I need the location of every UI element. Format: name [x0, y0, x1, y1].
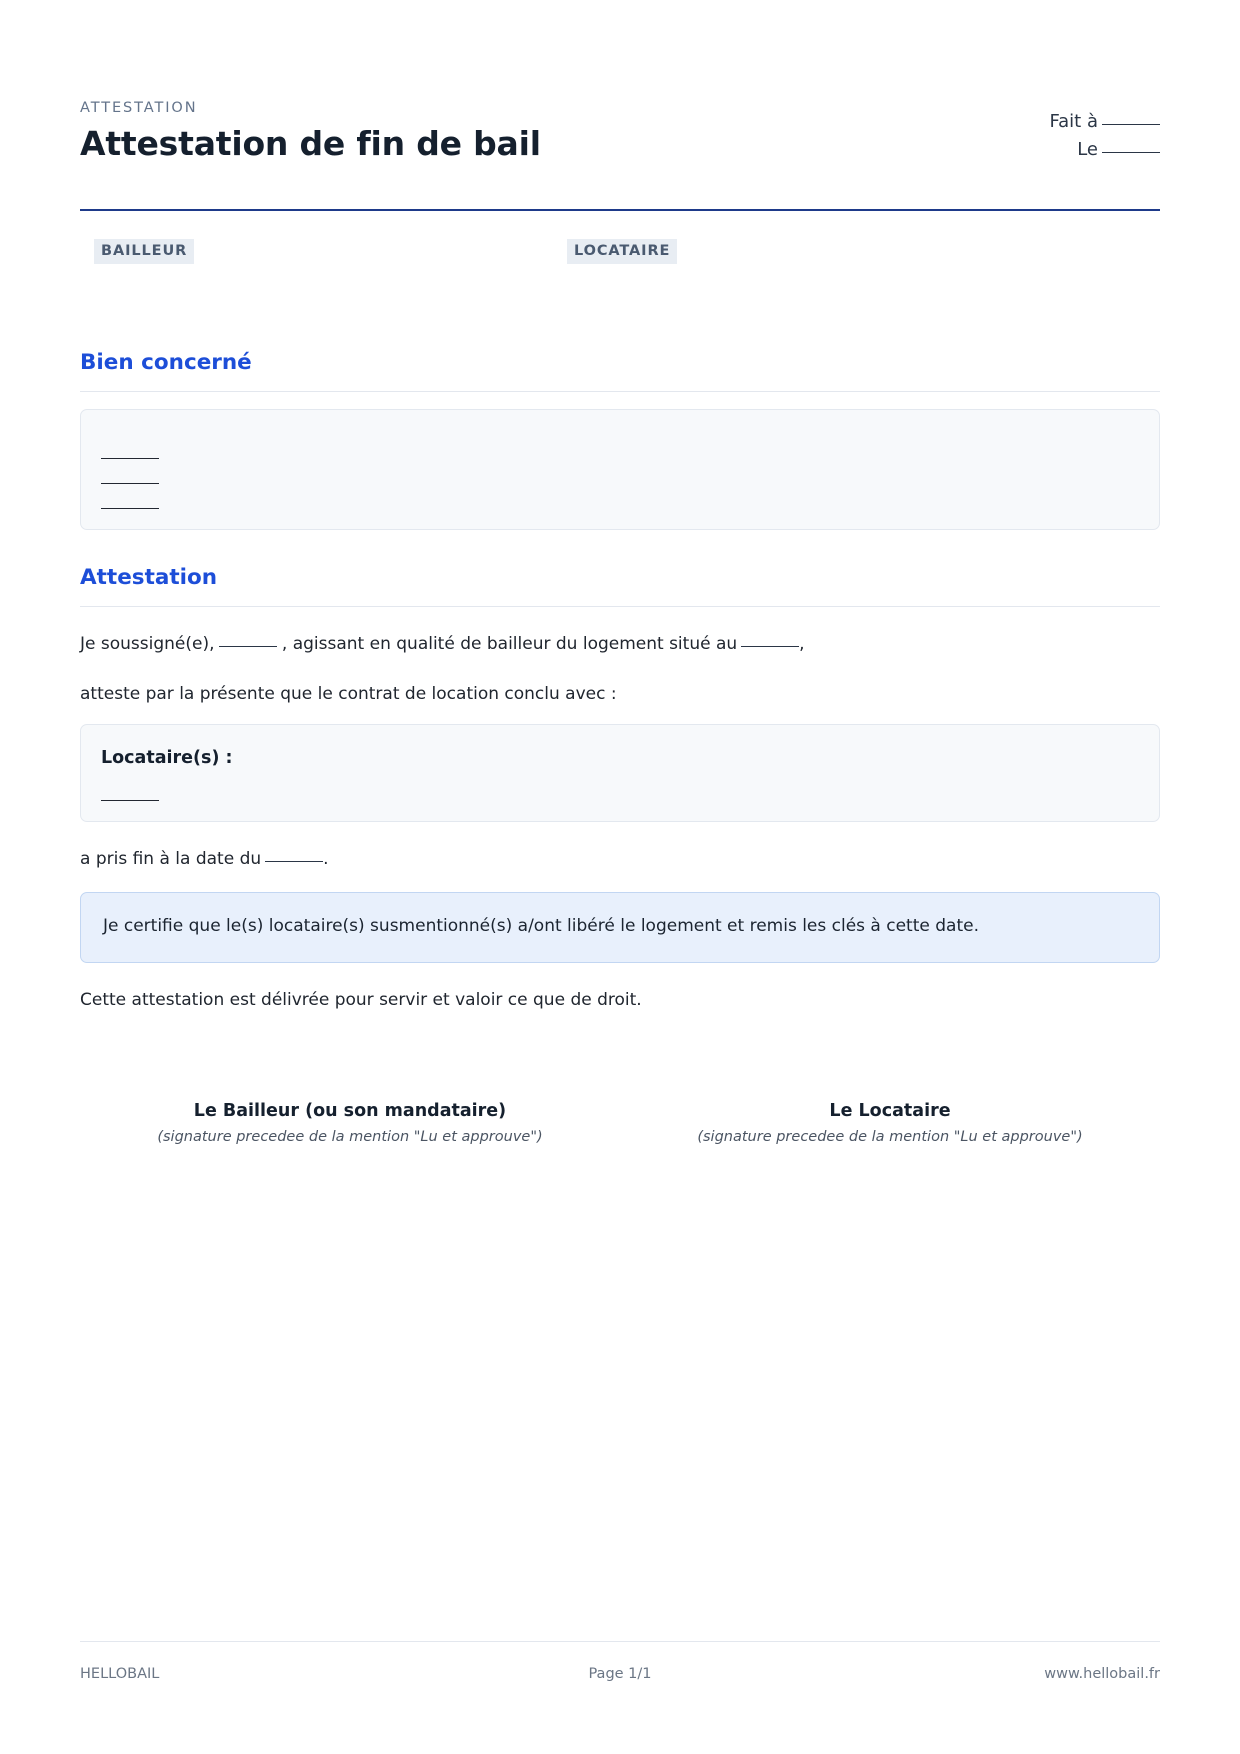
paragraph-contrat: atteste par la présente que le contrat de location conclu avec : — [80, 683, 617, 704]
date-field — [1049, 136, 1160, 164]
header-title-block — [80, 100, 541, 165]
soussigne-text-part3: , — [799, 633, 805, 654]
signature-block-locataire — [620, 1100, 1160, 1148]
place-label: Fait à — [1049, 111, 1098, 132]
signature-title-locataire: Le Locataire — [829, 1100, 951, 1121]
signature-note-bailleur: (signature precedee de la mention "Lu et approuve") — [157, 1129, 543, 1146]
badge-bailleur: BAILLEUR — [94, 239, 194, 264]
parties-row — [80, 239, 1160, 349]
soussigne-text-part2: , agissant en qualité de bailleur du logement situé au — [281, 633, 738, 654]
header-divider — [80, 209, 1160, 211]
certification-callout — [80, 892, 1160, 963]
document-footer — [80, 1666, 1160, 1682]
signature-note-locataire: (signature precedee de la mention "Lu et approuve") — [697, 1129, 1083, 1146]
paragraph-closing: Cette attestation est délivrée pour servir et valoir ce que de droit. — [80, 990, 642, 1011]
page-title: Attestation de fin de bail — [80, 124, 541, 164]
document-kicker: ATTESTATION — [80, 100, 198, 116]
paragraph-soussigne — [80, 631, 1160, 657]
soussigne-address-blank[interactable] — [741, 646, 799, 647]
date-blank-line[interactable] — [1102, 152, 1160, 153]
footer-divider — [80, 1641, 1160, 1642]
date-label: Le — [1077, 138, 1098, 160]
signature-row — [80, 1100, 1160, 1148]
date-fin-text-part1: a pris fin à la date du — [80, 848, 262, 869]
soussigne-text-part1: Je soussigné(e), — [80, 633, 215, 654]
tenant-blank-line-1[interactable] — [101, 800, 159, 801]
footer-website: www.hellobail.fr — [1044, 1666, 1160, 1682]
section-divider-bien-concerne — [80, 391, 1160, 392]
section-divider-attestation — [80, 606, 1160, 607]
paragraph-date-fin — [80, 846, 1160, 872]
property-blank-lines — [101, 458, 1139, 509]
document-header — [80, 0, 1160, 165]
footer-page-number: Page 1/1 — [588, 1666, 652, 1682]
place-blank-line[interactable] — [1102, 124, 1160, 125]
signature-title-bailleur: Le Bailleur (ou son mandataire) — [193, 1100, 507, 1121]
section-heading-attestation: Attestation — [80, 564, 218, 590]
property-blank-line-2[interactable] — [101, 483, 159, 484]
soussigne-name-blank[interactable] — [219, 646, 277, 647]
footer-brand: HELLOBAIL — [80, 1666, 160, 1682]
badge-locataire: LOCATAIRE — [567, 239, 677, 264]
signature-block-bailleur — [80, 1100, 620, 1148]
property-blank-line-1[interactable] — [101, 458, 159, 459]
date-fin-blank[interactable] — [265, 861, 323, 862]
date-fin-text-part2: . — [323, 848, 329, 869]
place-field — [1049, 108, 1160, 136]
section-heading-bien-concerne: Bien concerné — [80, 349, 252, 375]
certification-text: Je certifie que le(s) locataire(s) susmentionné(s) a/ont libéré le logement et remis les clés à cette date. — [103, 916, 979, 937]
tenant-box-label: Locataire(s) : — [101, 748, 233, 769]
header-place-date-block — [1049, 100, 1160, 164]
property-blank-line-3[interactable] — [101, 508, 159, 509]
tenant-details-box — [80, 724, 1160, 822]
property-details-box — [80, 409, 1160, 530]
